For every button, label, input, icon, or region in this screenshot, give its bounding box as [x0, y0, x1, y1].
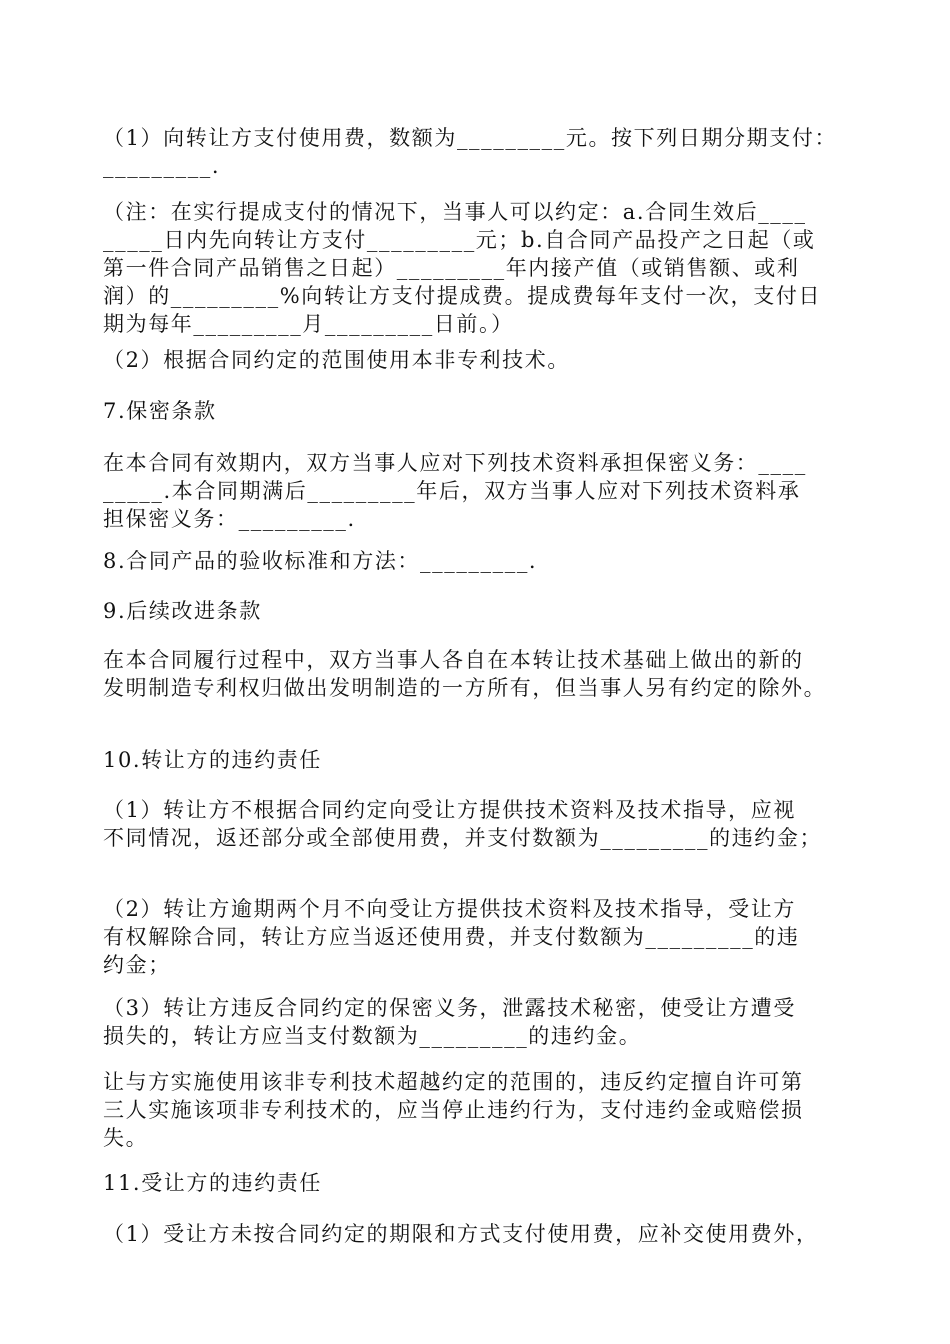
section-heading-9	[103, 597, 858, 625]
text-line: （1）转让方不根据合同约定向受让方提供技术资料及技术指导，应视	[103, 798, 796, 822]
paragraph-note-royalty	[103, 198, 858, 338]
section-heading-7	[103, 397, 858, 425]
paragraph-confidentiality	[103, 449, 858, 533]
text-line: 有权解除合同，转让方应当返还使用费，并支付数额为_________的违	[103, 925, 800, 949]
paragraph-licensor-overreach	[103, 1068, 858, 1152]
paragraph-transferor-breach-2	[103, 895, 858, 979]
text-line: 第一件合同产品销售之日起）_________年内接产值（或销售额、或利	[103, 256, 800, 280]
text-line: 损失的，转让方应当支付数额为_________的违约金。	[103, 1024, 642, 1048]
text-line: （2）根据合同约定的范围使用本非专利技术。	[103, 348, 570, 372]
heading-text: 9.后续改进条款	[103, 599, 262, 623]
text-line: （2）转让方逾期两个月不向受让方提供技术资料及技术指导，受让方	[103, 897, 796, 921]
text-line: _________.	[103, 154, 221, 178]
paragraph-payment-fee	[103, 124, 858, 180]
heading-text: 7.保密条款	[103, 399, 217, 423]
paragraph-transferee-breach-1	[103, 1220, 858, 1248]
section-heading-11	[103, 1169, 858, 1197]
text-line: 三人实施该项非专利技术的，应当停止违约行为，支付违约金或赔偿损	[103, 1098, 804, 1122]
paragraph-usage-scope	[103, 346, 858, 374]
text-line: （注：在实行提成支付的情况下，当事人可以约定：a.合同生效后____	[103, 200, 807, 224]
text-line: 让与方实施使用该非专利技术超越约定的范围的，违反约定擅自许可第	[103, 1070, 804, 1094]
heading-text: 11.受让方的违约责任	[103, 1171, 322, 1195]
heading-text: 10.转让方的违约责任	[103, 748, 322, 772]
text-line: （1）受让方未按合同约定的期限和方式支付使用费，应补交使用费外，	[103, 1222, 819, 1246]
text-line: 失。	[103, 1126, 149, 1150]
text-line: 期为每年_________月_________日前。）	[103, 312, 514, 336]
section-heading-10	[103, 746, 858, 774]
text-line: 约金；	[103, 953, 171, 977]
text-line: _____日内先向转让方支付_________元；b.自合同产品投产之日起（或	[103, 228, 816, 252]
text-line: 发明制造专利权归做出发明制造的一方所有，但当事人另有约定的除外。	[103, 676, 827, 700]
text-line: 不同情况，返还部分或全部使用费，并支付数额为_________的违约金；	[103, 826, 823, 850]
text-line: 在本合同履行过程中，双方当事人各自在本转让技术基础上做出的新的	[103, 648, 804, 672]
text-line: 在本合同有效期内，双方当事人应对下列技术资料承担保密义务：____	[103, 451, 807, 475]
text-line: （1）向转让方支付使用费，数额为_________元。按下列日期分期支付：	[103, 126, 838, 150]
text-line: 担保密义务：_________.	[103, 507, 356, 531]
text-line: _____.本合同期满后_________年后，双方当事人应对下列技术资料承	[103, 479, 801, 503]
section-heading-8	[103, 547, 858, 575]
text-line: 润）的_________%向转让方支付提成费。提成费每年支付一次，支付日	[103, 284, 822, 308]
text-line: （3）转让方违反合同约定的保密义务，泄露技术秘密，使受让方遭受	[103, 996, 796, 1020]
paragraph-transferor-breach-3	[103, 994, 858, 1050]
heading-text: 8.合同产品的验收标准和方法：_________.	[103, 549, 538, 573]
paragraph-improvements	[103, 646, 858, 702]
paragraph-transferor-breach-1	[103, 796, 858, 852]
